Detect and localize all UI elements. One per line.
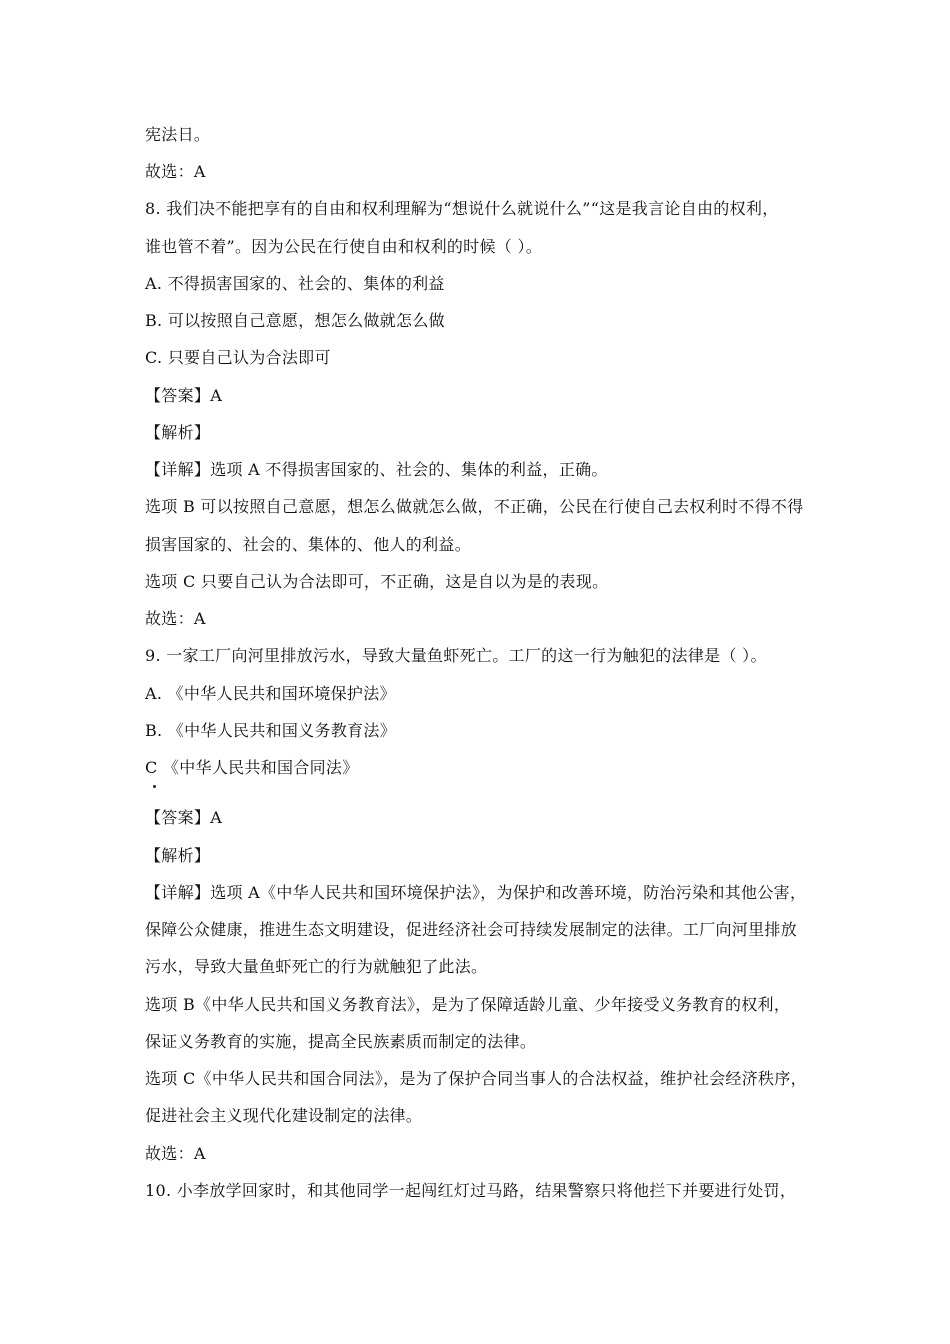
answer-choice-line: 故选：A [145, 162, 206, 181]
question-9-option-c: C 《中华人民共和国合同法》 [145, 758, 359, 777]
question-8-option-c: C. 只要自己认为合法即可 [145, 348, 331, 367]
question-9-answer: 【答案】A [145, 808, 223, 827]
question-8-analysis-label: 【解析】 [145, 423, 211, 442]
question-8-detail-a: 【详解】选项 A 不得损害国家的、社会的、集体的利益，正确。 [145, 460, 608, 479]
question-9-analysis-label: 【解析】 [145, 846, 211, 865]
question-9-detail-a-cont2: 污水，导致大量鱼虾死亡的行为就触犯了此法。 [145, 957, 488, 976]
question-9-detail-b: 选项 B《中华人民共和国义务教育法》，是为了保障适龄儿童、少年接受义务教育的权利， [145, 995, 791, 1014]
question-8-stem: 8. 我们决不能把享有的自由和权利理解为“想说什么就说什么”“这是我言论自由的权利， [145, 199, 779, 218]
question-9-detail-c-cont: 促进社会主义现代化建设制定的法律。 [145, 1106, 423, 1125]
question-8-detail-c: 选项 C 只要自己认为合法即可，不正确，这是自以为是的表现。 [145, 572, 609, 591]
stray-dot [153, 785, 156, 788]
question-8-option-b: B. 可以按照自己意愿，想怎么做就怎么做 [145, 311, 445, 330]
question-9-detail-a-cont1: 保障公众健康，推进生态文明建设，促进经济社会可持续发展制定的法律。工厂向河里排放 [145, 920, 798, 939]
question-8-stem-cont: 谁也管不着”。因为公民在行使自由和权利的时候（ ）。 [145, 237, 543, 256]
question-8-answer: 【答案】A [145, 386, 223, 405]
question-8-choice: 故选：A [145, 609, 206, 628]
question-9-detail-a: 【详解】选项 A《中华人民共和国环境保护法》，为保护和改善环境，防治污染和其他公害， [145, 883, 807, 902]
text-line: 宪法日。 [145, 125, 211, 144]
question-9-option-b: B. 《中华人民共和国义务教育法》 [145, 721, 397, 740]
question-9-option-a: A. 《中华人民共和国环境保护法》 [145, 684, 396, 703]
question-9-choice: 故选：A [145, 1144, 206, 1163]
question-8-option-a: A. 不得损害国家的、社会的、集体的利益 [145, 274, 445, 293]
question-8-detail-b-cont: 损害国家的、社会的、集体的、他人的利益。 [145, 535, 472, 554]
question-10-stem: 10. 小李放学回家时，和其他同学一起闯红灯过马路，结果警察只将他拦下并要进行处罚， [145, 1181, 797, 1200]
question-8-detail-b: 选项 B 可以按照自己意愿，想怎么做就怎么做，不正确，公民在行使自己去权利时不得不得 [145, 497, 804, 516]
question-9-stem: 9. 一家工厂向河里排放污水，导致大量鱼虾死亡。工厂的这一行为触犯的法律是（ ）。 [145, 646, 767, 665]
question-9-detail-b-cont: 保证义务教育的实施，提高全民族素质而制定的法律。 [145, 1032, 537, 1051]
question-9-detail-c: 选项 C《中华人民共和国合同法》，是为了保护合同当事人的合法权益，维护社会经济秩序， [145, 1069, 807, 1088]
